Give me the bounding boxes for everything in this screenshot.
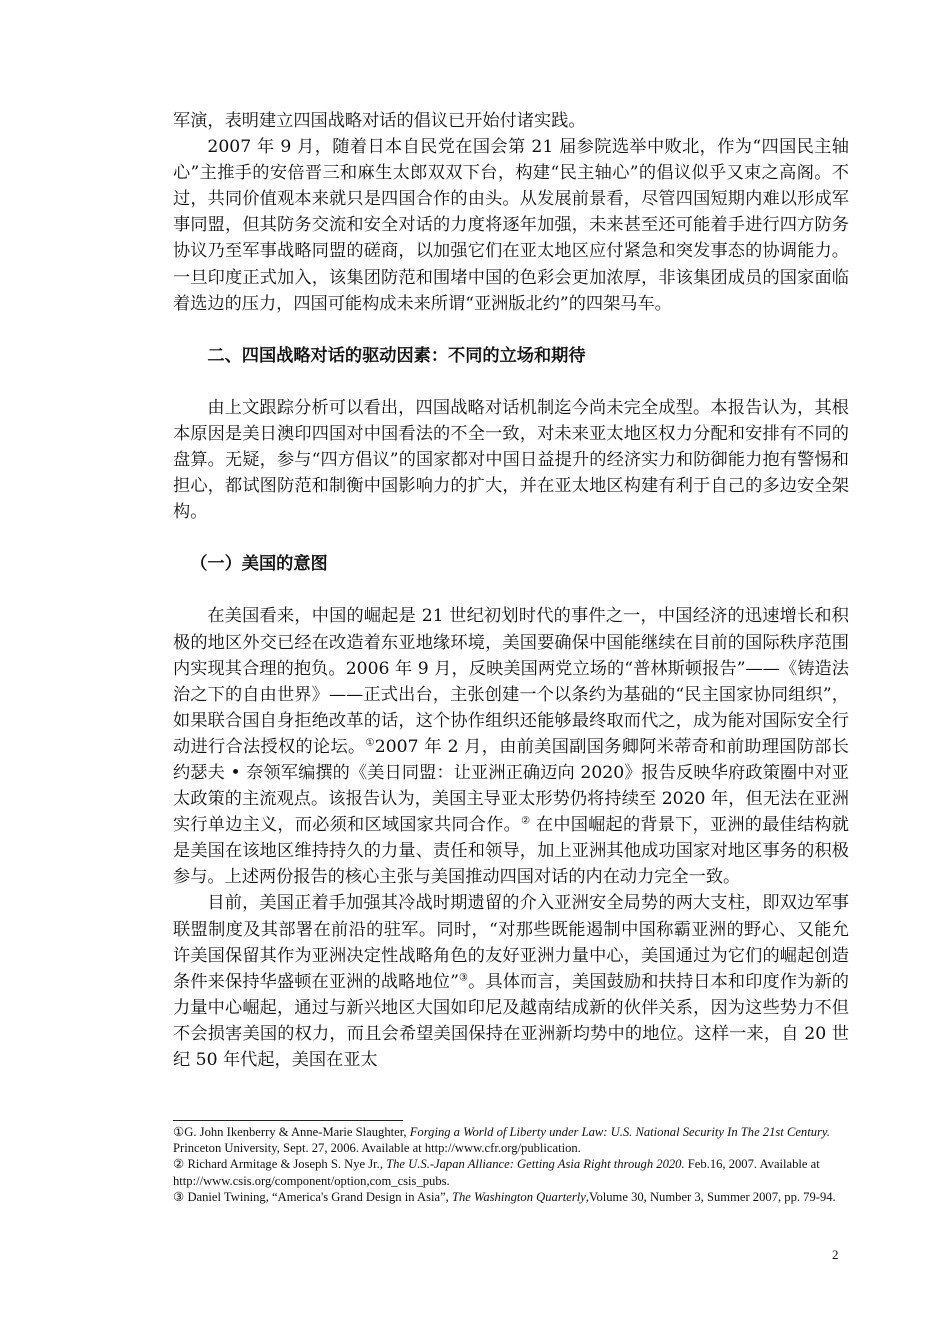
footnote-ref-3[interactable]: ③ bbox=[458, 971, 469, 983]
footnote-1-title: Forging a World of Liberty under Law: U.S. National Security In The 21st Century. bbox=[409, 1125, 830, 1139]
paragraph-us-view-part2: 2007 年 2 月，由前美国副国务卿阿米蒂奇和前助理国防部长约瑟夫 • 奈领军编撰的《美日同盟：让亚洲正确迈向 2020》报告反映华府政策圈中对亚太政策的主流观点。该报告认为，美国主导亚太形势仍将持续至 2020 年，但无法在亚洲实行单边主义，而必须和区域国家共同合作。 bbox=[173, 736, 849, 836]
paragraph-us-view-part3: 在中国崛起的背景下，亚洲的最佳结构就是美国在该地区维持持久的力量、责任和领导，加上亚洲其他成功国家对地区事务的积极参与。上述两份报告的核心主张与美国推动四国对话的内在动力完全一致。 bbox=[173, 815, 849, 888]
paragraph-2007-september: 2007 年 9 月，随着日本自民党在国会第 21 届参院选举中败北，作为“四国民主轴心”主推手的安倍晋三和麻生太郎双双下台，构建“民主轴心”的倡议似乎又束之高阁。不过，共同价值观本来就只是四国合作的由头。从发展前景看，尽管四国短期内难以形成军事同盟，但其防务交流和安全对话的力度将逐年加强，未来甚至还可能着手进行四方防务协议乃至军事战略同盟的磋商，以加强它们在亚太地区应付紧急和突发事态的协调能力。一旦印度正式加入，该集团防范和围堵中国的色彩会更加浓厚，非该集团成员的国家面临着选边的压力，四国可能构成未来所谓“亚洲版北约”的四架马车。 bbox=[173, 137, 849, 314]
paragraph-continued: 军演，表明建立四国战略对话的倡议已开始付诸实践。 bbox=[173, 111, 586, 131]
footnote-3 bbox=[173, 1189, 849, 1205]
footnote-separator bbox=[173, 1120, 403, 1121]
section-heading-two: 二、四国战略对话的驱动因素：不同的立场和期待 bbox=[207, 345, 586, 366]
footnote-ref-2[interactable]: ② bbox=[521, 815, 531, 827]
paragraph-us-current-part1: 目前，美国正着手加强其冷战时期遗留的介入亚洲安全局势的两大支柱，即双边军事联盟制度及其部署在前沿的驻军。同时，“对那些既能遏制中国称霸亚洲的野心、又能允许美国保留其作为亚洲决定性战略角色的友好亚洲力量中心，美国通过为它们的崛起创造条件来保持华盛顿在亚洲的战略地位” bbox=[173, 893, 849, 992]
footnote-1 bbox=[173, 1124, 849, 1156]
paragraph-us-current bbox=[173, 890, 849, 1073]
footnote-2-authors: ② Richard Armitage & Joseph S. Nye Jr., bbox=[173, 1157, 387, 1172]
main-text bbox=[173, 108, 849, 1073]
paragraph-us-current-part2: 。具体而言，美国鼓励和扶持日本和印度作为新的力量中心崛起，通过与新兴地区大国如印尼及越南结成新的伙伴关系，因为这些势力不但不会损害美国的权力，而且会希望美国保持在亚洲新均势中的地位。这样一来，自 20 世纪 50 年代起，美国在亚太 bbox=[173, 971, 849, 1070]
footnote-2 bbox=[173, 1156, 849, 1188]
footnote-ref-1[interactable]: ① bbox=[365, 737, 375, 749]
footnote-2-source: Feb.16, 2007. Available at http://www.csis.org/component/option,com_csis_pubs. bbox=[173, 1157, 820, 1188]
page-number: 2 bbox=[832, 1247, 839, 1262]
paragraph-driving-factors: 由上文跟踪分析可以看出，四国战略对话机制迄今尚未完全成型。本报告认为，其根本原因是美日澳印四国对中国看法的不全一致，对未来亚太地区权力分配和安排有不同的盘算。无疑，参与“四方倡议”的国家都对中国日益提升的经济实力和防御能力抱有警惕和担心，都试图防范和制衡中国影响力的扩大，并在亚太地区构建有利于自己的多边安全架构。 bbox=[173, 397, 849, 523]
footnote-3-journal: The Washington Quarterly bbox=[451, 1189, 586, 1204]
footnote-3-authors: ③ Daniel Twining, “America's Grand Design in Asia”, bbox=[173, 1189, 452, 1204]
footnotes bbox=[173, 1124, 849, 1205]
footnote-3-source: ,Volume 30, Number 3, Summer 2007, pp. 79-94. bbox=[585, 1189, 836, 1204]
paragraph-us-view-part1: 在美国看来，中国的崛起是 21 世纪初划时代的事件之一，中国经济的迅速增长和积极的地区外交已经在改造着东亚地缘环境，美国要确保中国能继续在目前的国际秩序范围内实现其合理的抱负。2006 年 9 月，反映美国两党立场的“普林斯顿报告”——《铸造法治之下的自由世界》——正式出台，主张创建一个以条约为基础的“民主国家协同组织”，如果联合国自身拒绝改革的话，这个协作组织还能够最终取而代之，成为能对国际安全行动进行合法授权的论坛。 bbox=[173, 606, 849, 757]
paragraph-us-view bbox=[173, 603, 849, 890]
subsection-heading-us: （一）美国的意图 bbox=[190, 554, 328, 575]
footnote-2-title: The U.S.-Japan Alliance: Getting Asia Right through 2020. bbox=[386, 1157, 685, 1172]
footnote-1-authors: ①G. John Ikenberry & Anne-Marie Slaughter, bbox=[173, 1125, 410, 1139]
footnote-1-source: Princeton University, Sept. 27, 2006. Available at http://www.cfr.org/publication. bbox=[173, 1141, 581, 1156]
